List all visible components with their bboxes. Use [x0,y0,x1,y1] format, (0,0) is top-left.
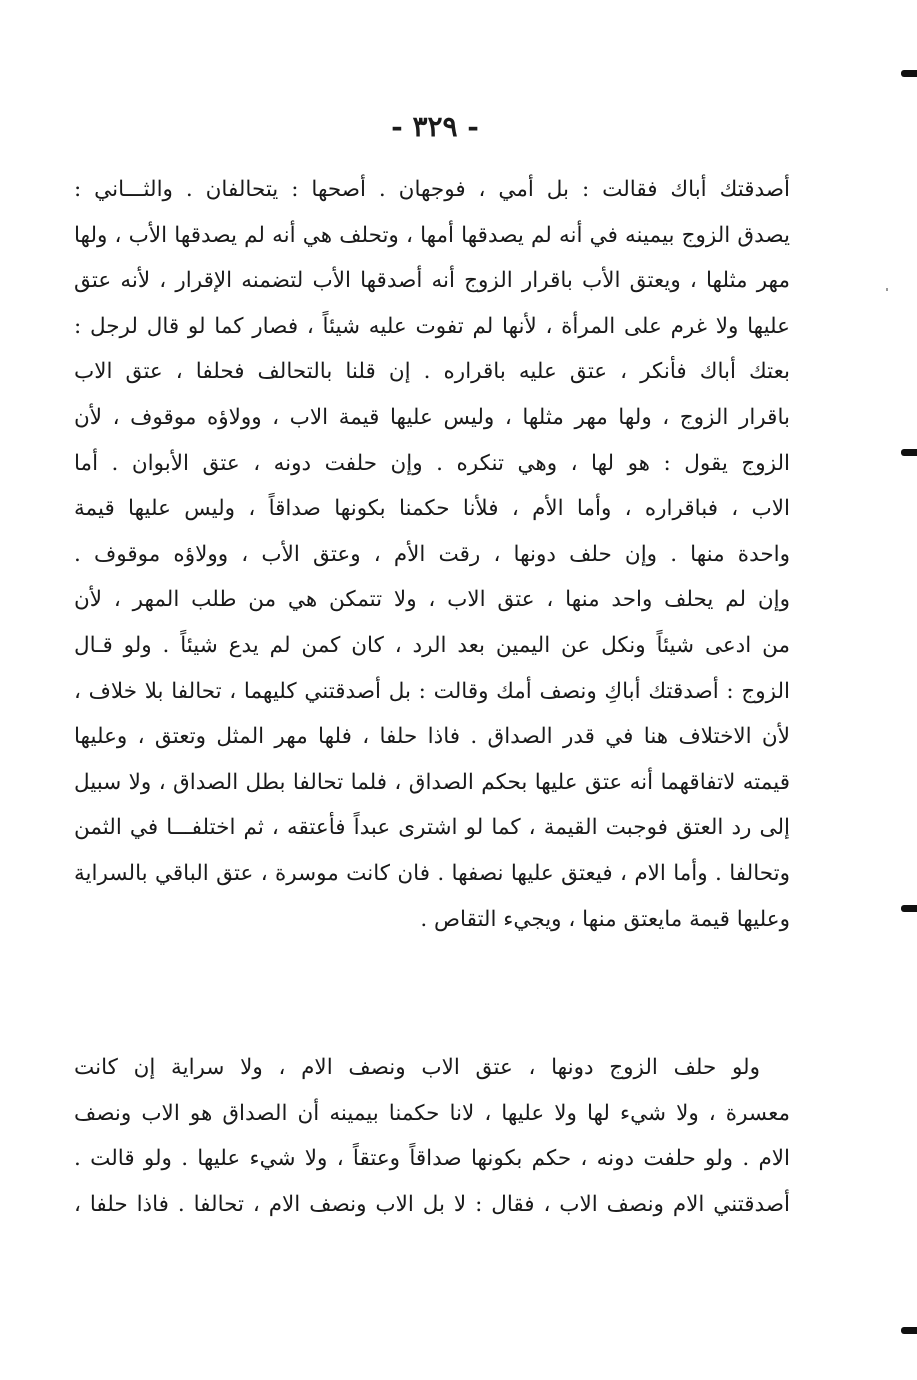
text-line: وعليها قيمة مايعتق منها ، ويجيء التقاص . [420,906,790,932]
binding-mark [901,70,917,77]
text-line: واحدة منها . وإن حلف دونها ، رقت الأم ، وعتق الأب ، وولاؤه موقوف . [74,541,790,567]
paragraph-2 [74,1045,790,1227]
text-line: مهر مثلها ، ويعتق الأب باقرار الزوج أنه أصدقها الأب لتضمنه الإقرار ، لأنه عتق [74,268,790,294]
text-line: باقرار الزوج ، ولها مهر مثلها ، وليس عليها قيمة الاب ، وولاؤه موقوف ، لأن [74,404,790,430]
text-line: يصدق الزوج بيمينه في أنه لم يصدقها أمها ، وتحلف هي أنه لم يصدقها الأب ، ولها [74,222,790,248]
text-line: أصدقتك أباك فقالت : بل أمي ، فوجهان . أصحها : يتحالفان . والثـــاني : [74,177,790,202]
binding-mark [901,905,917,912]
paragraph-1 [74,167,790,942]
text-line: ولو حلف الزوج دونها ، عتق الاب ونصف الام ، ولا سراية إن كانت [74,1055,760,1080]
text-line: معسرة ، ولا شيء لها ولا عليها ، لانا حكمنا بيمينه أن الصداق هو الاب ونصف [74,1100,790,1126]
text-line: أصدقتني الام ونصف الاب ، فقال : لا بل الاب ونصف الام ، تحالفا . فاذا حلفا ، [74,1191,790,1217]
text-line: إلى رد العتق فوجبت القيمة ، كما لو اشترى عبداً فأعتقه ، ثم اختلفـــا في الثمن [74,815,790,841]
scan-speck [886,288,888,291]
text-line: قيمته لاتفاقهما أنه عتق عليها بحكم الصداق ، فلما تحالفا بطل الصداق ، ولا سبيل [74,769,790,795]
text-line: وإن لم يحلف واحد منها ، عتق الاب ، ولا تتمكن هي من طلب المهر ، لأن [74,587,790,613]
text-line: الزوج يقول : هو لها ، وهي تنكره . وإن حلفت دونه ، عتق الأبوان . أما [74,450,790,476]
binding-mark [901,449,917,456]
text-line: لأن الاختلاف هنا في قدر الصداق . فاذا حلفا ، فلها مهر المثل وتعتق ، وعليها [74,724,790,750]
page-number: - ٣٢٩ - [391,110,479,143]
text-line: وتحالفا . وأما الام ، فيعتق عليها نصفها . فان كانت موسرة ، عتق الباقي بالسراية [74,860,790,886]
binding-mark [901,1327,917,1334]
text-line: من ادعى شيئاً ونكل عن اليمين بعد الرد ، كان كمن لم يدع شيئاً . ولو قـال [74,632,790,658]
text-line: الاب ، فباقراره ، وأما الأم ، فلأنا حكمنا بكونها صداقاً ، وليس عليها قيمة [74,496,790,522]
text-line: الزوج : أصدقتك أباكِ ونصف أمك وقالت : بل أصدقتني كليهما ، تحالفا بلا خلاف ، [74,678,790,704]
text-line: الام . ولو حلفت دونه ، حكم بكونها صداقاً وعتقاً ، ولا شيء عليها . ولو قالت . [74,1146,790,1172]
text-line: عليها ولا غرم على المرأة ، لأنها لم تفوت عليه شيئاً ، فصار كما لو قال لرجل : [74,313,790,339]
text-line: بعتك أباك فأنكر ، عتق عليه باقراره . إن قلنا بالتحالف فحلفا ، عتق الاب [74,359,790,385]
